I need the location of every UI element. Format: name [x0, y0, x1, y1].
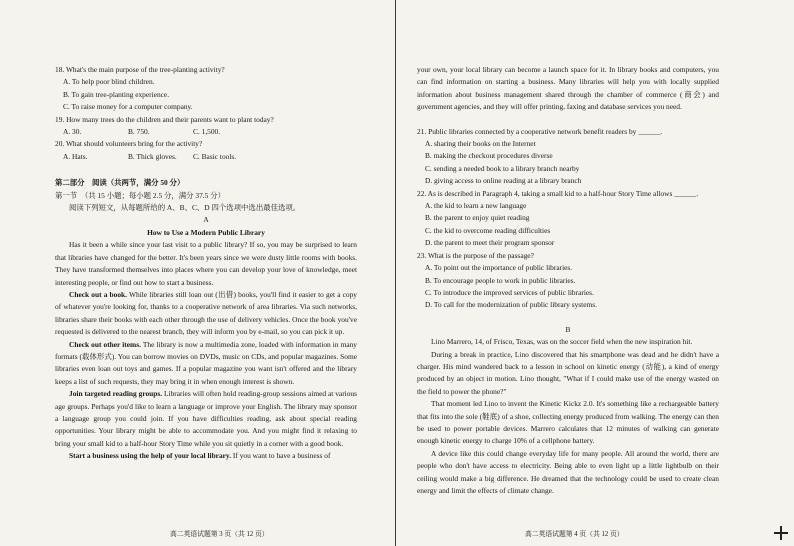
left-page [55, 64, 357, 463]
q22-option-c: C. the kid to overcome reading difficulties [425, 225, 551, 235]
q19-option-b: B. 750. [128, 127, 150, 137]
question-19: 19. How many trees do the children and their parents want to plant today? [55, 114, 274, 124]
q22-option-d: D. the parent to meet their program sponsor [425, 238, 555, 248]
q20-option-a: A. Hats. [63, 151, 88, 161]
q19-option-a: A. 30. [63, 127, 82, 137]
question-18: 18. What's the main purpose of the tree-planting activity? [55, 65, 225, 74]
passage-a-paragraph-3 [55, 339, 357, 389]
paragraph-5-body: If you want to have a business of [231, 451, 331, 461]
part2-title: 第二部分 阅读（共两节，满分 50 分） [55, 178, 185, 188]
q23-option-a: A. To point out the importance of public libraries. [425, 263, 573, 273]
passage-b-paragraph-1: Lino Marrero, 14, of Frisco, Texas, was on the soccer field when the new inspiration hit. [431, 337, 693, 347]
question-22: 22. As is described in Paragraph 4, taking a small kid to a half-hour Story Time allows ______. [417, 188, 699, 198]
passage-b-paragraph-2: During a break in practice, Lino discovered that his smartphone was dead and he didn't have a charger. His mind wandered back to a lesson in school on kinetic energy (动能), a kind of energy produced by an object in motion. Lino thought, "What if I could make use of the energy wasted on the field to power the phone?" [417, 349, 719, 396]
q20-options [55, 151, 357, 163]
q21-option-b: B. making the checkout procedures diverse [425, 151, 553, 161]
q20-option-c: C. Basic tools. [193, 151, 237, 161]
paragraph-3-body: The library is now a multimedia zone, loaded with information in many formats (载体形式). You can borrow movies on DVDs, music on CDs, and popular magazines. Some libraries even loan out toys and games. If a popular magazine you want isn't offered and the library keeps a list of such requests, they may bring it in when enough interest is shown. [55, 339, 357, 386]
passage-b-paragraph-3: That moment led Lino to invent the Kinetic Kickz 2.0. It's something like a rechargeable battery that fits into the sole (鞋底) of a shoe, collecting energy produced from walking. The energy can then be used to power portable devices. Marrero calculates that 12 minutes of walking can generate enough kinetic energy to charge 10% of a cellphone battery. [417, 399, 719, 446]
paragraph-3-lead: Check out other items. [69, 339, 141, 349]
q20-option-b: B. Thick gloves. [128, 151, 177, 161]
passage-a-title: How to Use a Modern Public Library [147, 227, 265, 237]
paragraph-2-lead: Check out a book. [69, 289, 127, 299]
passage-a-paragraph-2 [55, 289, 357, 339]
q23-option-b: B. To encourage people to work in public libraries. [425, 275, 576, 285]
q23-option-d: D. To call for the modernization of public library systems. [425, 300, 597, 310]
passage-a-paragraph-1: Has it been a while since your last visit to a public library? If so, you may be surprised to learn that libraries have changed for the better. It's been years since we were dusty little rooms with books. They have transformed themselves into places where you can develop your love of knowledge, meet interesting people, or find out how to start a business. [55, 240, 357, 287]
left-page-footer: 高二英语试题第 3 页（共 12 页） [170, 531, 269, 538]
registration-mark-icon [774, 526, 788, 540]
question-20: 20. What should volunteers bring for the activity? [55, 139, 203, 149]
right-page-footer: 高二英语试题第 4 页（共 12 页） [525, 531, 624, 538]
q22-option-a: A. the kid to learn a new language [425, 201, 527, 211]
q21-option-a: A. sharing their books on the Internet [425, 139, 536, 149]
q21-option-d: D. giving access to online reading at a library branch [425, 176, 582, 186]
paragraph-4-body: Libraries will often hold reading-group sessions aimed at various age groups. Perhaps you'd like to learn a language or improve your English. The library may sponsor a language group you could join. If you have difficulties reading, ask about special reading opportunities. Your library might be able to accommodate you. And you might find it relaxing to bring your small kid to a half-hour Story Time while you sit quietly in a corner with a good book. [55, 389, 357, 448]
passage-a-label: A [203, 215, 209, 225]
q19-option-c: C. 1,500. [193, 127, 221, 137]
paragraph-5-lead: Start a business using the help of your local library. [69, 451, 232, 461]
question-23: 23. What is the purpose of the passage? [417, 250, 534, 260]
q22-option-b: B. the parent to enjoy quiet reading [425, 213, 530, 223]
page-divider [395, 0, 396, 546]
paragraph-4-lead: Join targeted reading groups. [69, 389, 163, 399]
reading-instruction: 阅读下列短文，从每题所给的 A、B、C、D 四个选项中选出最佳选项。 [69, 203, 301, 213]
right-page [417, 64, 719, 497]
question-21: 21. Public libraries connected by a cooperative network benefit readers by ______. [417, 126, 663, 136]
passage-a-paragraph-5 [55, 450, 357, 462]
passage-a-paragraph-4 [55, 388, 357, 450]
passage-a-paragraph-5-continued: your own, your local library can become a launch space for it. In library books and computers, you can find information on starting a business. Many libraries will help you with locally supplied information about business management shared through the chamber of commerce (商会) and government agencies, and they will offer printing, faxing and database services you need. [417, 65, 719, 112]
q19-options [55, 126, 357, 138]
q21-option-c: C. sending a needed book to a library branch nearby [425, 163, 580, 173]
q18-option-a: A. To help poor blind children. [63, 77, 155, 87]
q18-option-b: B. To gain tree-planting experience. [63, 89, 170, 99]
q23-option-c: C. To introduce the improved services of public libraries. [425, 287, 594, 297]
paragraph-2-body: While libraries still loan out (出借) books, you'll find it easier to get a copy of whatever you're looking for, thanks to a cooperative network of area libraries. Via such networks, libraries share their books with each other through the use of delivery vehicles. Once the book you've requested is delivered to the nearest branch, they will inform you by e-mail, so you can pick it up. [55, 289, 357, 337]
q18-option-c: C. To raise money for a computer company. [63, 102, 193, 112]
part2-subtitle: 第一节 （共 15 小题；每小题 2.5 分，满分 37.5 分） [55, 190, 225, 200]
passage-b-paragraph-4: A device like this could change everyday life for many people. All around the world, there are people who don't have access to electricity. Being able to even light up a little lightbulb on their ceiling would make a big difference. He dreamed that the technology could be used to create clean energy and limit the effects of climate change. [417, 448, 719, 495]
passage-b-label: B [565, 324, 571, 334]
